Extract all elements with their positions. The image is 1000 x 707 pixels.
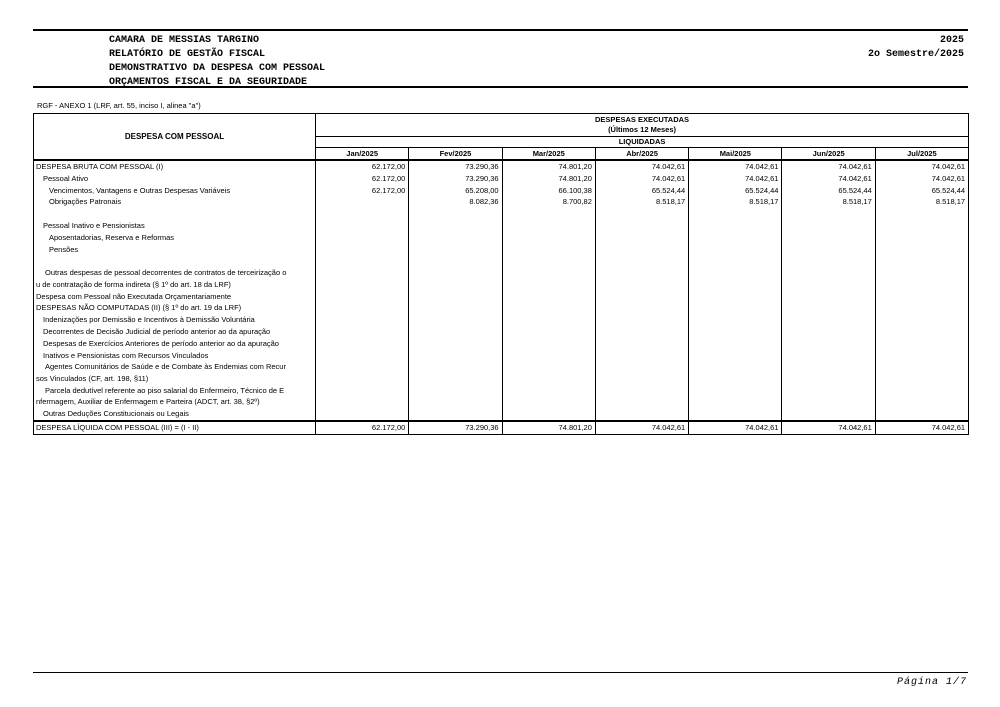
row-value: 74.042,61 xyxy=(689,421,782,434)
row-value xyxy=(875,208,968,220)
row-value xyxy=(875,326,968,338)
row-value xyxy=(409,255,502,267)
table-row xyxy=(34,408,969,421)
row-value xyxy=(502,244,595,256)
row-value: 74.042,61 xyxy=(782,160,875,173)
row-value xyxy=(316,232,409,244)
row-value xyxy=(502,408,595,421)
table-row xyxy=(34,350,969,362)
row-value: 62.172,00 xyxy=(316,160,409,173)
table-row xyxy=(34,326,969,338)
row-value xyxy=(409,314,502,326)
row-label: Pessoal Ativo xyxy=(34,173,316,185)
row-value: 74.042,61 xyxy=(875,160,968,173)
row-value: 66.100,38 xyxy=(502,185,595,197)
row-value xyxy=(502,255,595,267)
row-value: 74.801,20 xyxy=(502,173,595,185)
row-label: Inativos e Pensionistas com Recursos Vinculados xyxy=(34,350,316,362)
row-label xyxy=(34,208,316,220)
row-value xyxy=(875,255,968,267)
table-row xyxy=(34,160,969,173)
row-label xyxy=(34,255,316,267)
row-value: 73.290,36 xyxy=(409,421,502,434)
row-label: Agentes Comunitários de Saúde e de Combate às Endemias com Recur sos Vinculados (CF, art. 198, §11) xyxy=(34,361,316,384)
table-row xyxy=(34,267,969,290)
table-row xyxy=(34,208,969,220)
annex-caption: RGF - ANEXO 1 (LRF, art. 55, inciso I, alinea "a") xyxy=(37,101,201,110)
row-value xyxy=(782,408,875,421)
row-value xyxy=(782,244,875,256)
row-value xyxy=(502,220,595,232)
row-value xyxy=(409,385,502,408)
row-value xyxy=(316,244,409,256)
row-label: DESPESA LÍQUIDA COM PESSOAL (III) = (I - II) xyxy=(34,421,316,434)
row-value xyxy=(689,291,782,303)
row-value xyxy=(875,232,968,244)
table-row xyxy=(34,232,969,244)
row-value xyxy=(689,302,782,314)
row-value: 74.042,61 xyxy=(782,173,875,185)
total-row xyxy=(34,421,969,434)
executed-expenses-header xyxy=(316,114,969,137)
row-value xyxy=(782,208,875,220)
row-label: DESPESA BRUTA COM PESSOAL (I) xyxy=(34,160,316,173)
row-value xyxy=(689,350,782,362)
month-header: Mar/2025 xyxy=(502,148,595,161)
row-value xyxy=(875,338,968,350)
row-value: 8.518,17 xyxy=(875,196,968,208)
row-value xyxy=(502,326,595,338)
row-value xyxy=(595,244,688,256)
row-value xyxy=(316,302,409,314)
row-value xyxy=(316,385,409,408)
month-header: Jan/2025 xyxy=(316,148,409,161)
table-row xyxy=(34,291,969,303)
row-label: DESPESAS NÃO COMPUTADAS (II) (§ 1º do art. 19 da LRF) xyxy=(34,302,316,314)
table-row xyxy=(34,220,969,232)
liquidated-header: LIQUIDADAS xyxy=(316,137,969,148)
row-value: 74.042,61 xyxy=(689,173,782,185)
month-header: Jun/2025 xyxy=(782,148,875,161)
row-value: 8.700,82 xyxy=(502,196,595,208)
row-value: 8.082,36 xyxy=(409,196,502,208)
row-value xyxy=(316,338,409,350)
row-value xyxy=(595,208,688,220)
row-value: 74.042,61 xyxy=(595,160,688,173)
row-value xyxy=(875,220,968,232)
row-value xyxy=(409,338,502,350)
row-label: Parcela dedutível referente ao piso salarial do Enfermeiro, Técnico de E nfermagem, Auxiliar de Enfermagem e Parteira (ADCT, art. 38, §2º) xyxy=(34,385,316,408)
row-value xyxy=(595,338,688,350)
row-value xyxy=(782,361,875,384)
row-value xyxy=(689,314,782,326)
row-value xyxy=(689,385,782,408)
letterhead-right xyxy=(868,34,968,86)
row-value xyxy=(689,408,782,421)
row-value: 62.172,00 xyxy=(316,173,409,185)
row-value xyxy=(502,338,595,350)
row-value xyxy=(316,350,409,362)
row-value xyxy=(875,361,968,384)
row-value: 65.524,44 xyxy=(782,185,875,197)
row-label: Vencimentos, Vantagens e Outras Despesas Variáveis xyxy=(34,185,316,197)
row-value xyxy=(502,208,595,220)
row-value xyxy=(595,232,688,244)
row-value xyxy=(409,361,502,384)
row-value xyxy=(875,267,968,290)
letterhead xyxy=(33,29,968,88)
row-value: 73.290,36 xyxy=(409,160,502,173)
row-value xyxy=(689,208,782,220)
row-value xyxy=(409,326,502,338)
row-value: 62.172,00 xyxy=(316,421,409,434)
page-number: Página 1/7 xyxy=(896,677,967,688)
row-value xyxy=(689,326,782,338)
row-label: Pessoal Inativo e Pensionistas xyxy=(34,220,316,232)
row-label: Obrigações Patronais xyxy=(34,196,316,208)
row-value xyxy=(316,255,409,267)
row-value xyxy=(689,255,782,267)
month-header: Fev/2025 xyxy=(409,148,502,161)
table-row xyxy=(34,185,969,197)
row-value xyxy=(782,255,875,267)
row-value xyxy=(595,314,688,326)
row-label: Despesa com Pessoal não Executada Orçamentariamente xyxy=(34,291,316,303)
row-value xyxy=(409,244,502,256)
row-value xyxy=(875,350,968,362)
table-row xyxy=(34,244,969,256)
row-value xyxy=(875,385,968,408)
row-value: 65.208,00 xyxy=(409,185,502,197)
row-value xyxy=(316,291,409,303)
row-value xyxy=(409,220,502,232)
row-value: 65.524,44 xyxy=(595,185,688,197)
row-label: Pensões xyxy=(34,244,316,256)
row-value xyxy=(409,291,502,303)
row-value: 65.524,44 xyxy=(875,185,968,197)
row-value xyxy=(595,302,688,314)
row-value: 74.801,20 xyxy=(502,160,595,173)
executed-expenses-line2: (Últimos 12 Meses) xyxy=(608,125,677,134)
row-value: 8.518,17 xyxy=(595,196,688,208)
row-value xyxy=(595,255,688,267)
row-value xyxy=(595,385,688,408)
row-label: Decorrentes de Decisão Judicial de período anterior ao da apuração xyxy=(34,326,316,338)
report-year: 2025 xyxy=(939,35,964,46)
row-value xyxy=(409,350,502,362)
row-value xyxy=(316,361,409,384)
row-value xyxy=(409,208,502,220)
row-value xyxy=(502,385,595,408)
table-row xyxy=(34,385,969,408)
row-value: 65.524,44 xyxy=(689,185,782,197)
table-row xyxy=(34,302,969,314)
row-label: Aposentadorias, Reserva e Reformas xyxy=(34,232,316,244)
row-label: Indenizações por Demissão e Incentivos à Demissão Voluntária xyxy=(34,314,316,326)
row-value xyxy=(595,350,688,362)
row-label: Outras despesas de pessoal decorrentes de contratos de terceirização o u de contratação de forma indireta (§ 1º do art. 18 da LRF) xyxy=(34,267,316,290)
row-value xyxy=(502,291,595,303)
row-value xyxy=(595,220,688,232)
row-value: 74.042,61 xyxy=(689,160,782,173)
row-value xyxy=(595,361,688,384)
row-value xyxy=(502,361,595,384)
row-value xyxy=(502,314,595,326)
row-value xyxy=(875,244,968,256)
row-value xyxy=(409,302,502,314)
row-value xyxy=(689,220,782,232)
table-row xyxy=(34,338,969,350)
row-value xyxy=(316,326,409,338)
row-value: 74.042,61 xyxy=(875,173,968,185)
row-value xyxy=(782,267,875,290)
row-value xyxy=(875,291,968,303)
month-header: Mai/2025 xyxy=(689,148,782,161)
row-value xyxy=(316,196,409,208)
table-row xyxy=(34,361,969,384)
row-value xyxy=(595,291,688,303)
row-value xyxy=(502,232,595,244)
row-value xyxy=(782,350,875,362)
row-label: Outras Deduções Constitucionais ou Legais xyxy=(34,408,316,421)
row-value xyxy=(782,326,875,338)
table-row xyxy=(34,173,969,185)
report-subtitle: DEMONSTRATIVO DA DESPESA COM PESSOAL xyxy=(109,63,326,74)
row-value xyxy=(689,232,782,244)
row-value xyxy=(875,408,968,421)
row-value xyxy=(782,314,875,326)
row-value xyxy=(595,326,688,338)
table-header xyxy=(34,114,969,161)
row-value xyxy=(782,338,875,350)
row-value: 74.042,61 xyxy=(875,421,968,434)
table-body xyxy=(34,160,969,434)
row-value: 73.290,36 xyxy=(409,173,502,185)
org-name: CAMARA DE MESSIAS TARGINO xyxy=(109,35,260,46)
row-value xyxy=(782,291,875,303)
row-value xyxy=(782,302,875,314)
table-row xyxy=(34,314,969,326)
report-title: RELATÓRIO DE GESTÃO FISCAL xyxy=(109,49,266,60)
row-value xyxy=(316,314,409,326)
row-value xyxy=(502,350,595,362)
row-value xyxy=(316,220,409,232)
row-value: 74.042,61 xyxy=(595,421,688,434)
row-value xyxy=(502,302,595,314)
row-value xyxy=(689,267,782,290)
row-value: 8.518,17 xyxy=(782,196,875,208)
row-value xyxy=(409,267,502,290)
month-header: Jul/2025 xyxy=(875,148,968,161)
row-value xyxy=(409,232,502,244)
left-column-header: DESPESA COM PESSOAL xyxy=(34,114,316,161)
row-value: 74.801,20 xyxy=(502,421,595,434)
expense-table xyxy=(33,113,969,435)
row-value: 8.518,17 xyxy=(689,196,782,208)
row-value xyxy=(689,244,782,256)
table-row xyxy=(34,255,969,267)
row-value xyxy=(316,208,409,220)
report-period: 2o Semestre/2025 xyxy=(867,49,964,60)
row-value: 62.172,00 xyxy=(316,185,409,197)
row-value xyxy=(316,408,409,421)
row-value xyxy=(595,267,688,290)
row-value: 74.042,61 xyxy=(782,421,875,434)
row-value xyxy=(782,232,875,244)
row-value xyxy=(316,267,409,290)
footer-rule xyxy=(33,672,968,673)
row-value xyxy=(875,314,968,326)
row-value xyxy=(409,408,502,421)
row-value xyxy=(689,361,782,384)
row-value xyxy=(875,302,968,314)
row-value xyxy=(689,338,782,350)
month-header: Abr/2025 xyxy=(595,148,688,161)
table-row xyxy=(34,196,969,208)
row-value xyxy=(782,220,875,232)
row-label: Despesas de Exercícios Anteriores de período anterior ao da apuração xyxy=(34,338,316,350)
letterhead-left xyxy=(33,34,325,86)
row-value xyxy=(502,267,595,290)
row-value xyxy=(782,385,875,408)
executed-expenses-line1: DESPESAS EXECUTADAS xyxy=(595,114,690,124)
row-value: 74.042,61 xyxy=(595,173,688,185)
budget-scope: ORÇAMENTOS FISCAL E DA SEGURIDADE xyxy=(109,77,308,88)
row-value xyxy=(595,408,688,421)
